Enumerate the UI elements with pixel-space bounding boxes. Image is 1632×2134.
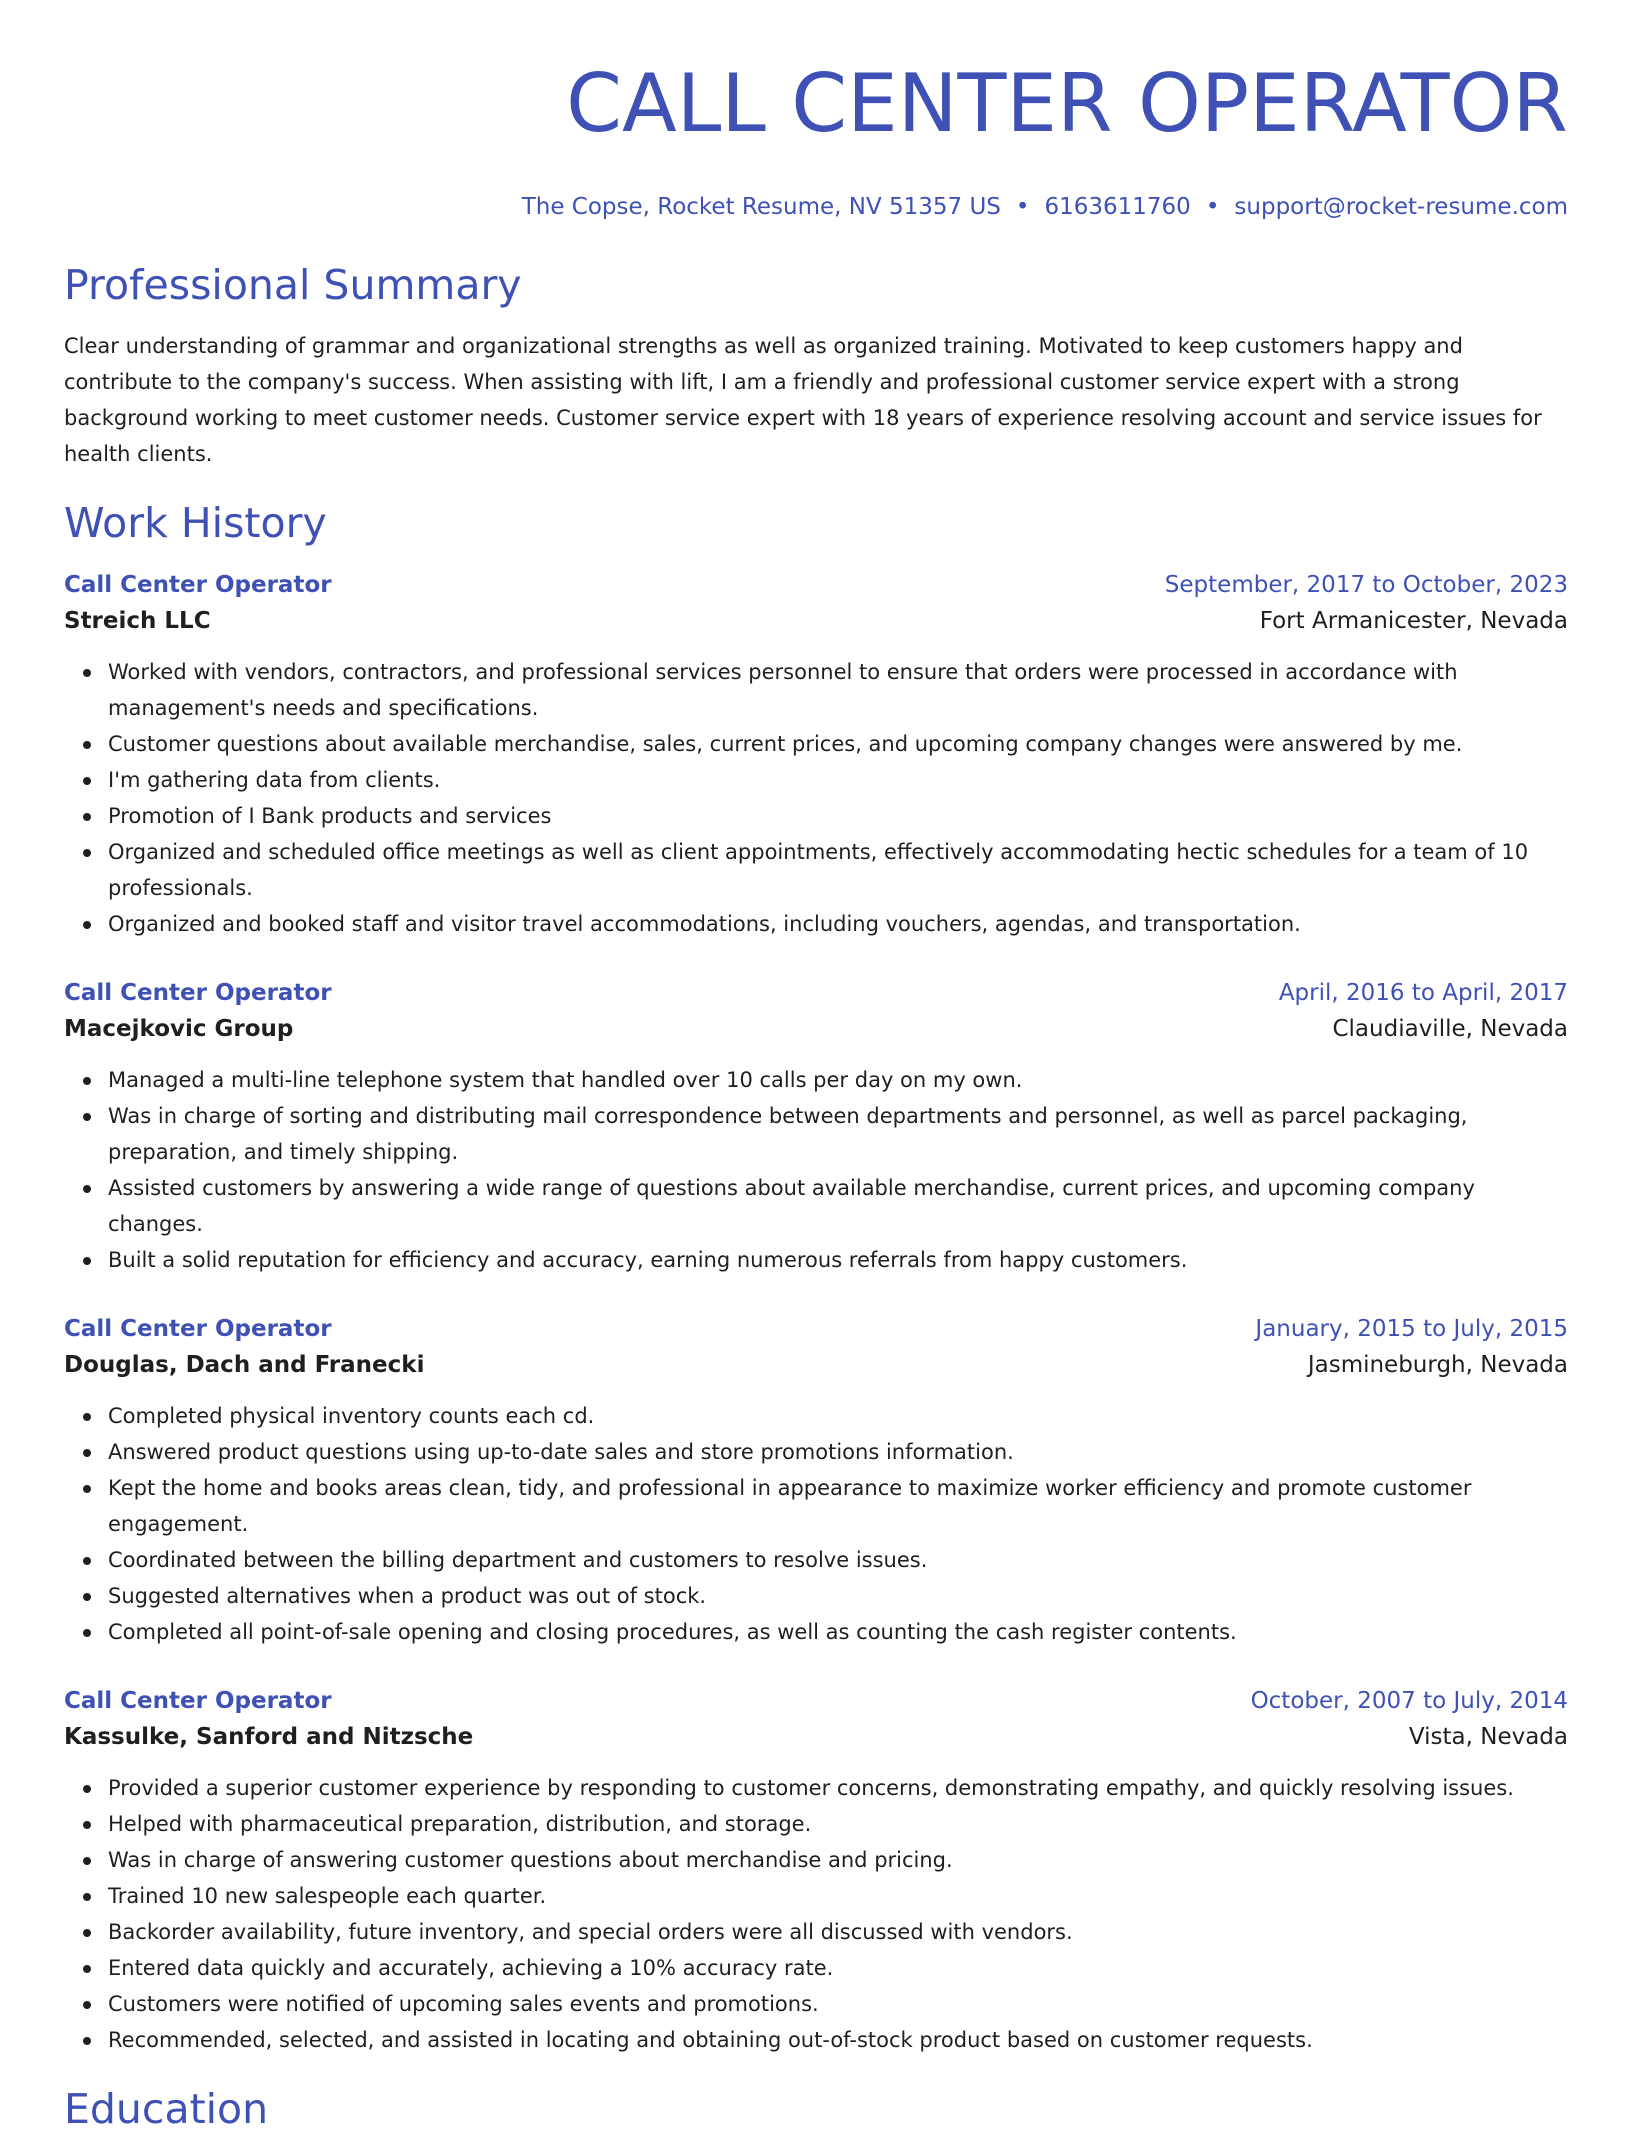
job-entry (64, 1684, 1568, 2058)
job-bullet: Assisted customers by answering a wide range of questions about available merchandise, current prices, and upcoming company changes. (108, 1170, 1568, 1242)
job-bullet-list (64, 654, 1568, 942)
contact-address: The Copse, Rocket Resume, NV 51357 US (521, 194, 1001, 220)
education-heading: Education (64, 2085, 269, 2133)
job-bullet: Customers were notified of upcoming sales events and promotions. (108, 1986, 1568, 2022)
job-location: Claudiaville, Nevada (1332, 1016, 1568, 1042)
job-location: Fort Armanicester, Nevada (1259, 608, 1568, 634)
job-position: Call Center Operator (64, 1688, 332, 1714)
contact-phone[interactable]: 6163611760 (1044, 194, 1191, 220)
job-bullet: Provided a superior customer experience by responding to customer concerns, demonstrating empathy, and quickly resolving issues. (108, 1770, 1568, 1806)
job-location: Vista, Nevada (1408, 1724, 1568, 1750)
job-entry (64, 976, 1568, 1278)
job-dates: October, 2007 to July, 2014 (1250, 1688, 1568, 1714)
job-bullet: Organized and scheduled office meetings as well as client appointments, effectively accommodating hectic schedules for a team of 10 professionals. (108, 834, 1568, 906)
job-bullet: Coordinated between the billing department and customers to resolve issues. (108, 1542, 1568, 1578)
contact-separator: • (1205, 194, 1220, 220)
job-bullet: Organized and booked staff and visitor travel accommodations, including vouchers, agendas, and transportation. (108, 906, 1568, 942)
resume-page (64, 0, 1568, 2134)
summary-heading: Professional Summary (64, 261, 522, 309)
job-bullet: Kept the home and books areas clean, tidy, and professional in appearance to maximize worker efficiency and promote customer engagement. (108, 1470, 1568, 1542)
job-bullet: Was in charge of answering customer questions about merchandise and pricing. (108, 1842, 1568, 1878)
contact-separator: • (1015, 194, 1030, 220)
job-company: Macejkovic Group (64, 1016, 294, 1042)
job-dates: September, 2017 to October, 2023 (1164, 572, 1568, 598)
job-bullet: Customer questions about available merchandise, sales, current prices, and upcoming company changes were answered by me. (108, 726, 1568, 762)
job-entry (64, 568, 1568, 942)
job-company: Douglas, Dach and Franecki (64, 1352, 425, 1378)
job-bullet: Trained 10 new salespeople each quarter. (108, 1878, 1568, 1914)
job-dates: April, 2016 to April, 2017 (1278, 980, 1568, 1006)
resume-title: CALL CENTER OPERATOR (566, 57, 1568, 150)
job-bullet: Worked with vendors, contractors, and professional services personnel to ensure that orders were processed in accordance with management's needs and specifications. (108, 654, 1568, 726)
job-position: Call Center Operator (64, 572, 332, 598)
job-bullet-list (64, 1398, 1568, 1650)
job-bullet: Was in charge of sorting and distributing mail correspondence between departments and personnel, as well as parcel packaging, preparation, and timely shipping. (108, 1098, 1568, 1170)
job-bullet: Backorder availability, future inventory, and special orders were all discussed with vendors. (108, 1914, 1568, 1950)
job-bullet-list (64, 1770, 1568, 2058)
job-company: Streich LLC (64, 608, 211, 634)
job-bullet: Completed all point-of-sale opening and closing procedures, as well as counting the cash register contents. (108, 1614, 1568, 1650)
job-bullet: Entered data quickly and accurately, achieving a 10% accuracy rate. (108, 1950, 1568, 1986)
job-bullet: Recommended, selected, and assisted in locating and obtaining out-of-stock product based on customer requests. (108, 2022, 1568, 2058)
job-bullet-list (64, 1062, 1568, 1278)
job-bullet: Managed a multi-line telephone system that handled over 10 calls per day on my own. (108, 1062, 1568, 1098)
contact-email[interactable]: support@rocket-resume.com (1234, 194, 1568, 220)
job-bullet: Built a solid reputation for efficiency and accuracy, earning numerous referrals from happy customers. (108, 1242, 1568, 1278)
job-bullet: Promotion of I Bank products and services (108, 798, 1568, 834)
job-position: Call Center Operator (64, 980, 332, 1006)
job-dates: January, 2015 to July, 2015 (1255, 1316, 1568, 1342)
job-bullet: Helped with pharmaceutical preparation, distribution, and storage. (108, 1806, 1568, 1842)
job-bullet: Completed physical inventory counts each cd. (108, 1398, 1568, 1434)
job-location: Jasmineburgh, Nevada (1307, 1352, 1568, 1378)
job-company: Kassulke, Sanford and Nitzsche (64, 1724, 474, 1750)
job-bullet: I'm gathering data from clients. (108, 762, 1568, 798)
summary-text: Clear understanding of grammar and organizational strengths as well as organized training. Motivated to keep customers happy and contribute to the company's success. When assisting with lift, I am a friendly and professional customer service expert with a strong background working to meet customer needs. Customer service expert with 18 years of experience resolving account and service issues for health clients. (64, 334, 1542, 466)
work-history-heading: Work History (64, 499, 327, 547)
job-bullet: Suggested alternatives when a product was out of stock. (108, 1578, 1568, 1614)
job-bullet: Answered product questions using up-to-date sales and store promotions information. (108, 1434, 1568, 1470)
job-entry (64, 1312, 1568, 1650)
job-position: Call Center Operator (64, 1316, 332, 1342)
contact-line (64, 192, 1568, 222)
